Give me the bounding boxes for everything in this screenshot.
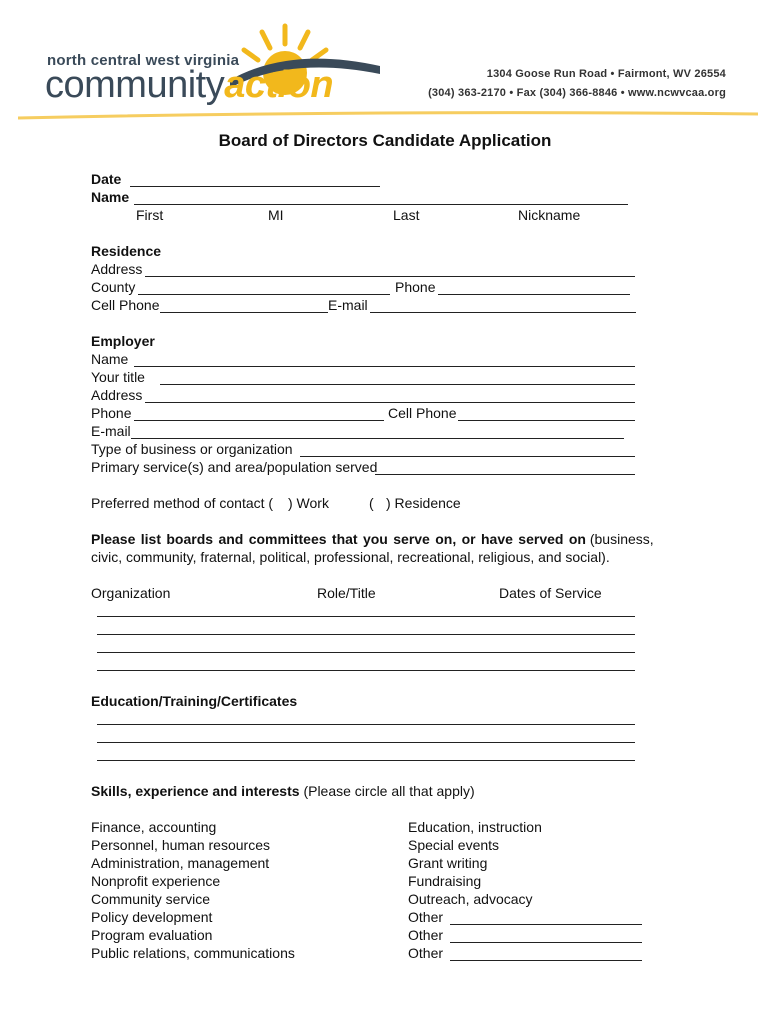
contact-pref-label: Preferred method of contact ( [91,495,274,511]
employer-service-label: Primary service(s) and area/population served [91,459,378,475]
residence-address-label: Address [91,261,143,277]
skill-other-field[interactable] [450,960,642,961]
org-name-small: north central west virginia [47,52,240,69]
skill-other-field[interactable] [450,942,642,943]
employer-phone-field[interactable] [134,420,384,421]
boards-instructions [91,530,681,548]
education-row-line[interactable] [97,724,635,725]
residence-email-field[interactable] [370,312,636,313]
residence-phone-label: Phone [395,279,436,295]
education-row-line[interactable] [97,742,635,743]
residence-county-label: County [91,279,136,295]
page-title: Board of Directors Candidate Application [218,131,552,150]
boards-row-line[interactable] [97,616,635,617]
boards-bold-text: Please list boards and committees that you serve on, or have served on [91,531,586,547]
employer-cell-field[interactable] [458,420,635,421]
boards-row-line[interactable] [97,652,635,653]
contact-pref-residence-open[interactable]: ( [369,495,374,511]
skill-item[interactable]: Special events [408,837,500,853]
residence-heading: Residence [91,243,162,259]
name-mi-label: MI [268,207,284,223]
boards-rest-text-1: (business, [589,531,654,547]
col-organization: Organization [91,585,171,601]
skill-item[interactable]: Outreach, advocacy [408,891,533,907]
org-address: 1304 Goose Run Road • Fairmont, WV 26554 [486,68,726,80]
skills-heading-row [91,782,475,800]
employer-address-field[interactable] [145,402,635,403]
date-label: Date [91,171,122,187]
employer-title-field[interactable] [160,384,635,385]
skill-other-label[interactable]: Other [408,927,444,943]
employer-name-field[interactable] [134,366,635,367]
name-field[interactable] [134,204,628,205]
name-label: Name [91,189,130,205]
skill-item[interactable]: Nonprofit experience [91,873,221,889]
col-role-title: Role/Title [317,585,376,601]
residence-county-field[interactable] [138,294,390,295]
contact-pref-residence-option[interactable]: ) Residence [386,495,461,511]
skill-item[interactable]: Public relations, communications [91,945,295,961]
skill-item[interactable]: Grant writing [408,855,488,871]
skill-item[interactable]: Community service [91,891,211,907]
skill-item[interactable]: Administration, management [91,855,270,871]
boards-row-line[interactable] [97,670,635,671]
employer-phone-label: Phone [91,405,132,421]
skill-item[interactable]: Policy development [91,909,213,925]
skill-other-label[interactable]: Other [408,945,444,961]
skill-item[interactable]: Personnel, human resources [91,837,270,853]
skills-note: (Please circle all that apply) [303,783,475,799]
skill-other-field[interactable] [450,924,642,925]
name-nickname-label: Nickname [518,207,581,223]
employer-business-label: Type of business or organization [91,441,293,457]
date-field[interactable] [130,186,380,187]
org-contact: (304) 363-2170 • Fax (304) 366-8846 • www.ncwvcaa.org [428,87,726,99]
education-row-line[interactable] [97,760,635,761]
logo-action: action [224,64,334,106]
employer-email-label: E-mail [91,423,131,439]
residence-address-field[interactable] [145,276,635,277]
header-swoosh [18,108,758,122]
employer-service-field[interactable] [375,474,635,475]
skill-other-label[interactable]: Other [408,909,444,925]
education-heading: Education/Training/Certificates [91,693,298,709]
boards-row-line[interactable] [97,634,635,635]
skill-item[interactable]: Education, instruction [408,819,542,835]
employer-heading: Employer [91,333,155,349]
employer-title-label: Your title [91,369,145,385]
employer-cell-label: Cell Phone [388,405,457,421]
employer-address-label: Address [91,387,143,403]
employer-email-field[interactable] [131,438,624,439]
logo-community: community [45,64,225,106]
residence-email-label: E-mail [328,297,368,313]
boards-rest-text-2: civic, community, fraternal, political, professional, recreational, religious, and social). [91,549,610,565]
employer-business-field[interactable] [300,456,635,457]
org-name-logo [45,64,333,107]
residence-cell-label: Cell Phone [91,297,160,313]
residence-phone-field[interactable] [438,294,630,295]
skill-item[interactable]: Program evaluation [91,927,213,943]
name-last-label: Last [393,207,420,223]
residence-cell-field[interactable] [160,312,328,313]
skills-heading: Skills, experience and interests [91,783,300,799]
employer-name-label: Name [91,351,129,367]
contact-pref-work-option[interactable]: ) Work [288,495,329,511]
name-first-label: First [136,207,164,223]
col-dates-of-service: Dates of Service [499,585,602,601]
skill-item[interactable]: Finance, accounting [91,819,217,835]
skill-item[interactable]: Fundraising [408,873,482,889]
